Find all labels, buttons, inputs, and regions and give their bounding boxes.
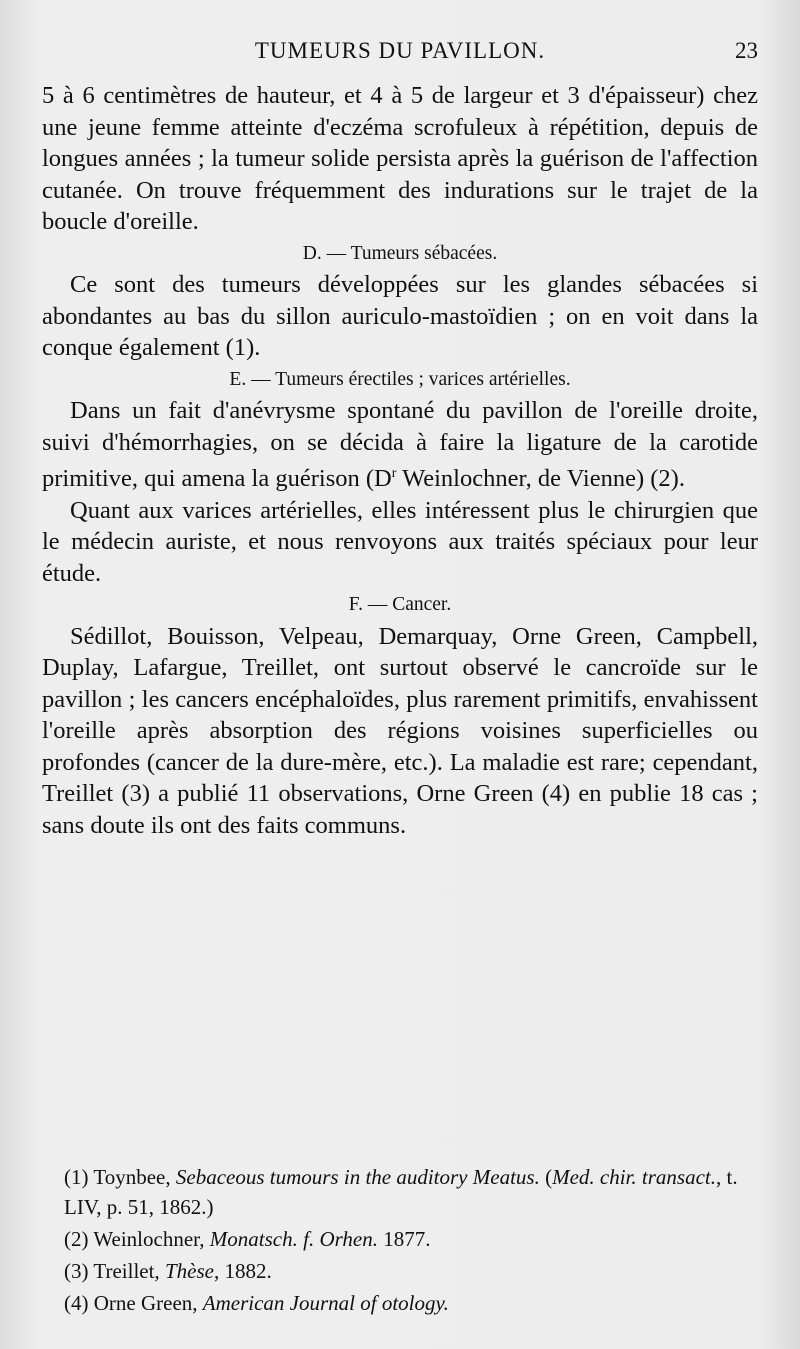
footnote-title: Sebaceous tumours in the auditory Meatus. xyxy=(175,1165,540,1189)
paragraph-text: Ce sont des tumeurs développées sur les glandes sébacées si abondantes au bas du sillon auriculo-mastoïdien ; on en voit dans la conque également xyxy=(42,271,758,361)
paragraph-aneurysm xyxy=(42,395,758,495)
footnote-3 xyxy=(64,1256,758,1286)
footnote-number: (1) xyxy=(64,1165,89,1189)
footnote-sep: ( xyxy=(539,1165,553,1189)
paragraph-text-tail: Weinlochner, de Vienne) (2). xyxy=(396,465,685,493)
running-head: TUMEURS DU PAVILLON. xyxy=(254,38,546,63)
footnote-title: Thèse xyxy=(164,1259,214,1283)
paragraph-varices: Quant aux varices artérielles, elles intéressent plus le chirurgien que le médecin auriste, et nous renvoyons aux traités spéciaux pour leur étude. xyxy=(42,496,758,587)
paragraph-cancer: Sédillot, Bouisson, Velpeau, Demarquay, Orne Green, Campbell, Duplay, Lafargue, Treillet, ont surtout observé le cancroïde sur le pavillon ; les cancers encéphaloïdes, plus rarement primitifs, envahissent l'oreille après absorption des régions voisines superficielles ou profondes (cancer de la dure-mère, etc.). La maladie est rare; cependant, Treillet (3) a publié 11 observations, Orne Green (4) en publie 18 cas ; sans doute ils ont des faits communs. xyxy=(42,622,758,839)
page-header xyxy=(42,38,758,72)
paragraph-text: Dans un fait d'anévrysme spontané du pavillon de l'oreille droite, suivi d'hémorrhagies, on se décida à faire la ligature de la carotide primitive, qui amena la guérison (D xyxy=(42,397,758,493)
footnote-number: (4) xyxy=(64,1291,89,1315)
paragraph-continuation: 5 à 6 centimètres de hauteur, et 4 à 5 de largeur et 3 d'épaisseur) chez une jeune femme atteinte d'eczéma scrofuleux à répétition, depuis de longues années ; la tumeur solide persista après la guérison de l'affection cutanée. On trouve fréquemment des indurations sur le trajet de la boucle d'oreille. xyxy=(42,82,758,235)
section-heading-e: E. — Tumeurs érectiles ; varices artérielles. xyxy=(229,368,571,390)
footnote-number: (2) xyxy=(64,1227,89,1251)
footnote-author: Treillet, xyxy=(88,1259,165,1283)
footnote-title: Monatsch. f. Orhen. xyxy=(209,1227,378,1251)
superscript: r xyxy=(391,466,397,481)
footnotes xyxy=(42,1162,758,1320)
footnote-author: Weinlochner, xyxy=(88,1227,210,1251)
footnote-ref: (1). xyxy=(225,334,261,361)
footnote-2 xyxy=(64,1224,758,1254)
footnote-details: 1877. xyxy=(377,1227,431,1251)
footnote-details: , t. LIV, p. 51, 1862.) xyxy=(64,1165,738,1219)
section-heading-d: D. — Tumeurs sébacées. xyxy=(302,242,498,264)
main-text xyxy=(42,80,758,841)
footnote-author: Toynbee, xyxy=(88,1165,176,1189)
footnote-number: (3) xyxy=(64,1259,89,1283)
page-number: 23 xyxy=(735,38,758,63)
section-heading-f: F. — Cancer. xyxy=(348,594,452,616)
footnote-journal: Med. chir. transact. xyxy=(552,1165,716,1189)
footnote-title: American Journal of otology. xyxy=(202,1291,449,1315)
footnote-details: , 1882. xyxy=(213,1259,272,1283)
paragraph-sebaceous xyxy=(42,269,758,364)
footnote-4 xyxy=(64,1288,758,1318)
footnote-author: Orne Green, xyxy=(88,1291,203,1315)
footnote-1 xyxy=(64,1162,758,1222)
